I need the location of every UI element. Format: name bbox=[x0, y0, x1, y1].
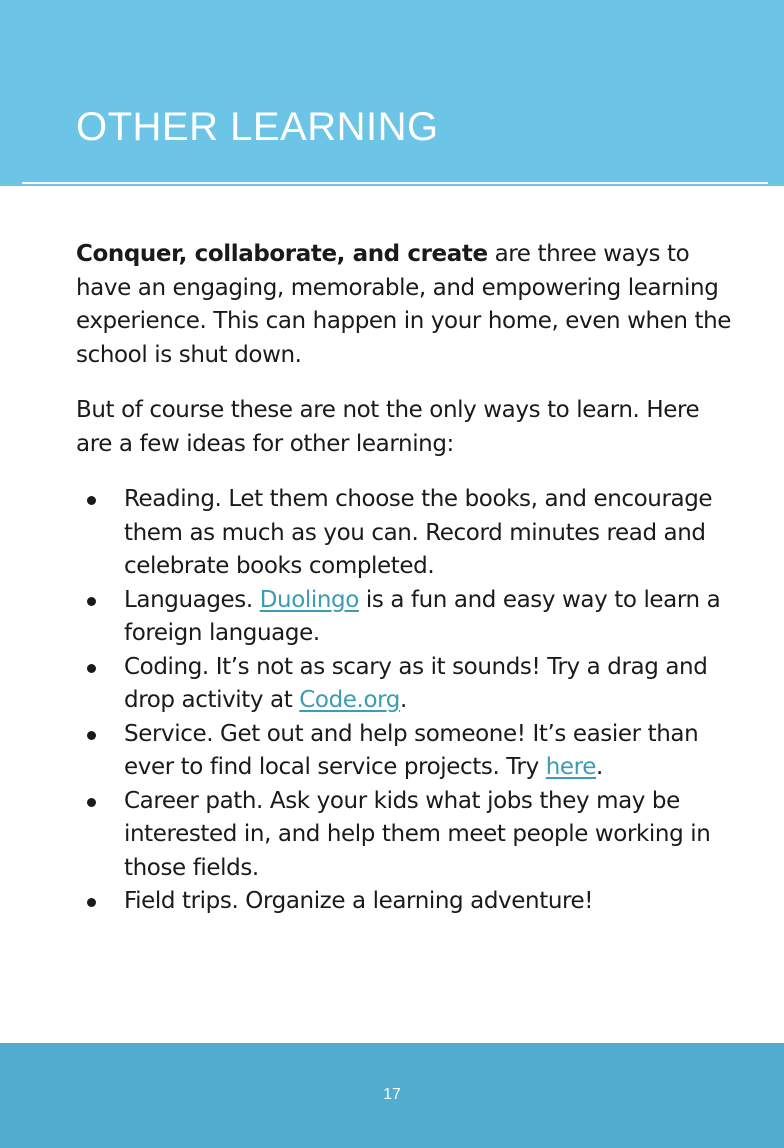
page-footer bbox=[0, 1043, 784, 1148]
lead-paragraph: But of course these are not the only ways to learn. Here are a few ideas for other learning: bbox=[76, 397, 700, 457]
intro-text: are three ways to have an engaging, memorable, and empowering learning experience. This can happen in your home, even when the school is shut down. bbox=[76, 241, 732, 368]
code-org-link[interactable]: Code.org bbox=[299, 687, 400, 713]
list-item-career-path bbox=[76, 785, 736, 886]
list-item-languages bbox=[76, 584, 736, 651]
intro-bold-text: Conquer, collaborate, and create bbox=[76, 241, 488, 267]
list-item-text: Service. Get out and help someone! It’s easier than ever to find local service projects. Try bbox=[124, 720, 699, 780]
header-divider bbox=[22, 182, 768, 184]
bullet-icon bbox=[87, 496, 96, 505]
list-item-text: is a fun and easy way to learn a foreign language. bbox=[124, 586, 721, 646]
intro-paragraph bbox=[76, 238, 736, 372]
bullet-icon bbox=[87, 731, 96, 740]
list-item-text: Career path. Ask your kids what jobs they may be interested in, and help them meet people working in those fields. bbox=[124, 787, 711, 881]
page-title: OTHER LEARNING bbox=[76, 105, 439, 149]
list-item-service bbox=[76, 718, 736, 785]
list-item-text: Coding. It’s not as scary as it sounds! Try a drag and drop activity at bbox=[124, 653, 708, 713]
ideas-list bbox=[76, 483, 736, 919]
list-item-text: Field trips. Organize a learning adventure! bbox=[124, 888, 594, 914]
list-item-text: Languages. bbox=[124, 586, 260, 613]
bullet-icon bbox=[87, 664, 96, 673]
list-item-text: . bbox=[399, 687, 407, 713]
list-item-coding bbox=[76, 651, 736, 718]
bullet-icon bbox=[87, 597, 96, 606]
bullet-icon bbox=[87, 898, 96, 907]
service-projects-link[interactable]: here bbox=[545, 754, 596, 780]
duolingo-link[interactable]: Duolingo bbox=[259, 586, 359, 613]
list-item-text: . bbox=[595, 754, 603, 780]
page-header bbox=[0, 0, 784, 186]
bullet-icon bbox=[87, 798, 96, 807]
page-number: 17 bbox=[383, 1086, 401, 1103]
page-content bbox=[76, 238, 736, 919]
list-item-field-trips bbox=[76, 885, 736, 919]
list-item-text: Reading. Let them choose the books, and encourage them as much as you can. Record minutes read and celebrate books completed. bbox=[124, 486, 713, 579]
list-item-reading bbox=[76, 483, 736, 584]
